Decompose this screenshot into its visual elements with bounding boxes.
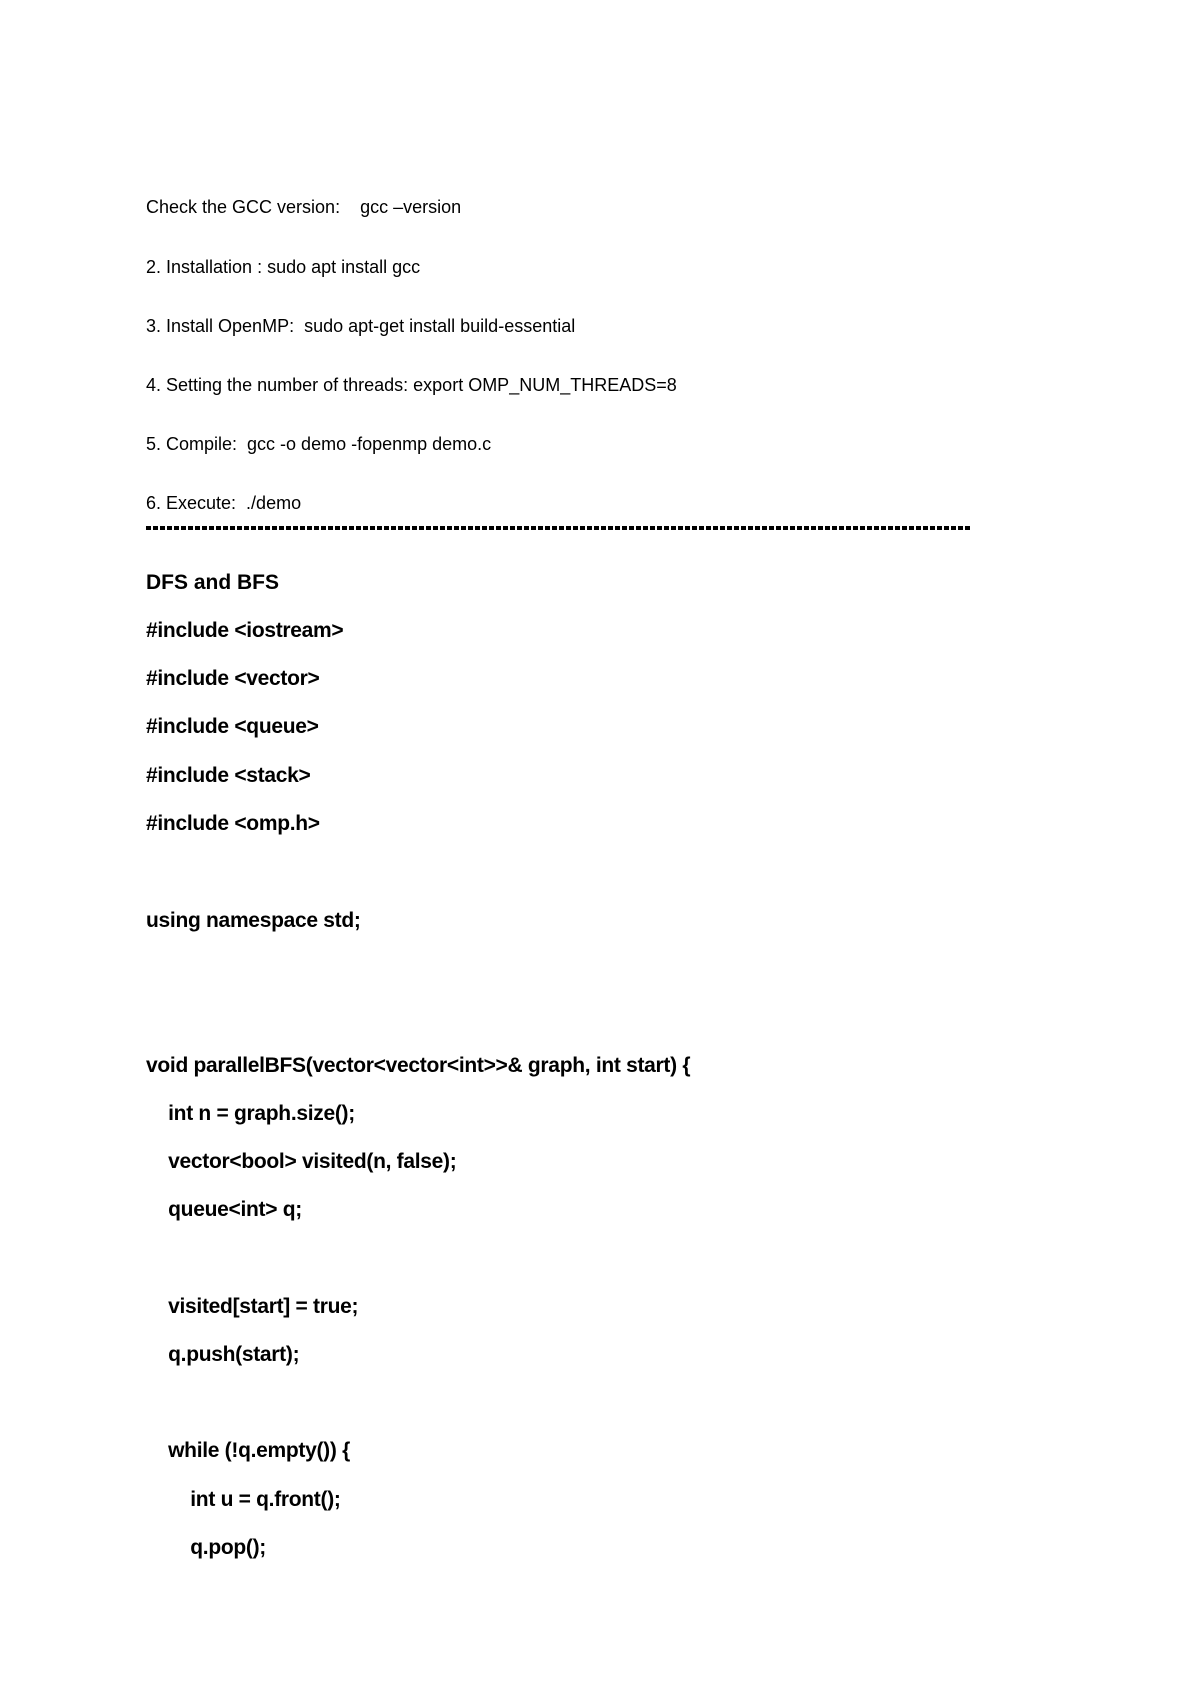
code-line: #include <iostream> [146,619,344,642]
code-line: #include <stack> [146,764,311,787]
setup-step-check-version: Check the GCC version: gcc –version [146,197,462,217]
code-line: int u = q.front(); [146,1488,341,1511]
setup-step-set-threads: 4. Setting the number of threads: export OMP_NUM_THREADS=8 [146,375,677,395]
code-line: int n = graph.size(); [146,1102,355,1125]
code-line: vector<bool> visited(n, false); [146,1150,457,1173]
setup-step-installation: 2. Installation : sudo apt install gcc [146,257,421,277]
code-line: #include <queue> [146,715,319,738]
code-line: queue<int> q; [146,1198,302,1221]
code-line: while (!q.empty()) { [146,1439,350,1462]
code-line: visited[start] = true; [146,1295,359,1318]
code-line: #include <vector> [146,667,320,690]
code-line: void parallelBFS(vector<vector<int>>& graph, int start) { [146,1054,691,1077]
setup-step-install-openmp: 3. Install OpenMP: sudo apt-get install build-essential [146,316,576,336]
code-line: q.pop(); [146,1536,267,1559]
code-line: q.push(start); [146,1343,300,1366]
setup-step-compile: 5. Compile: gcc -o demo -fopenmp demo.c [146,434,492,454]
setup-step-execute: 6. Execute: ./demo [146,493,302,513]
section-title: DFS and BFS [146,571,280,594]
code-line: #include <omp.h> [146,812,320,835]
code-line: using namespace std; [146,909,361,932]
dashed-divider [146,526,972,530]
